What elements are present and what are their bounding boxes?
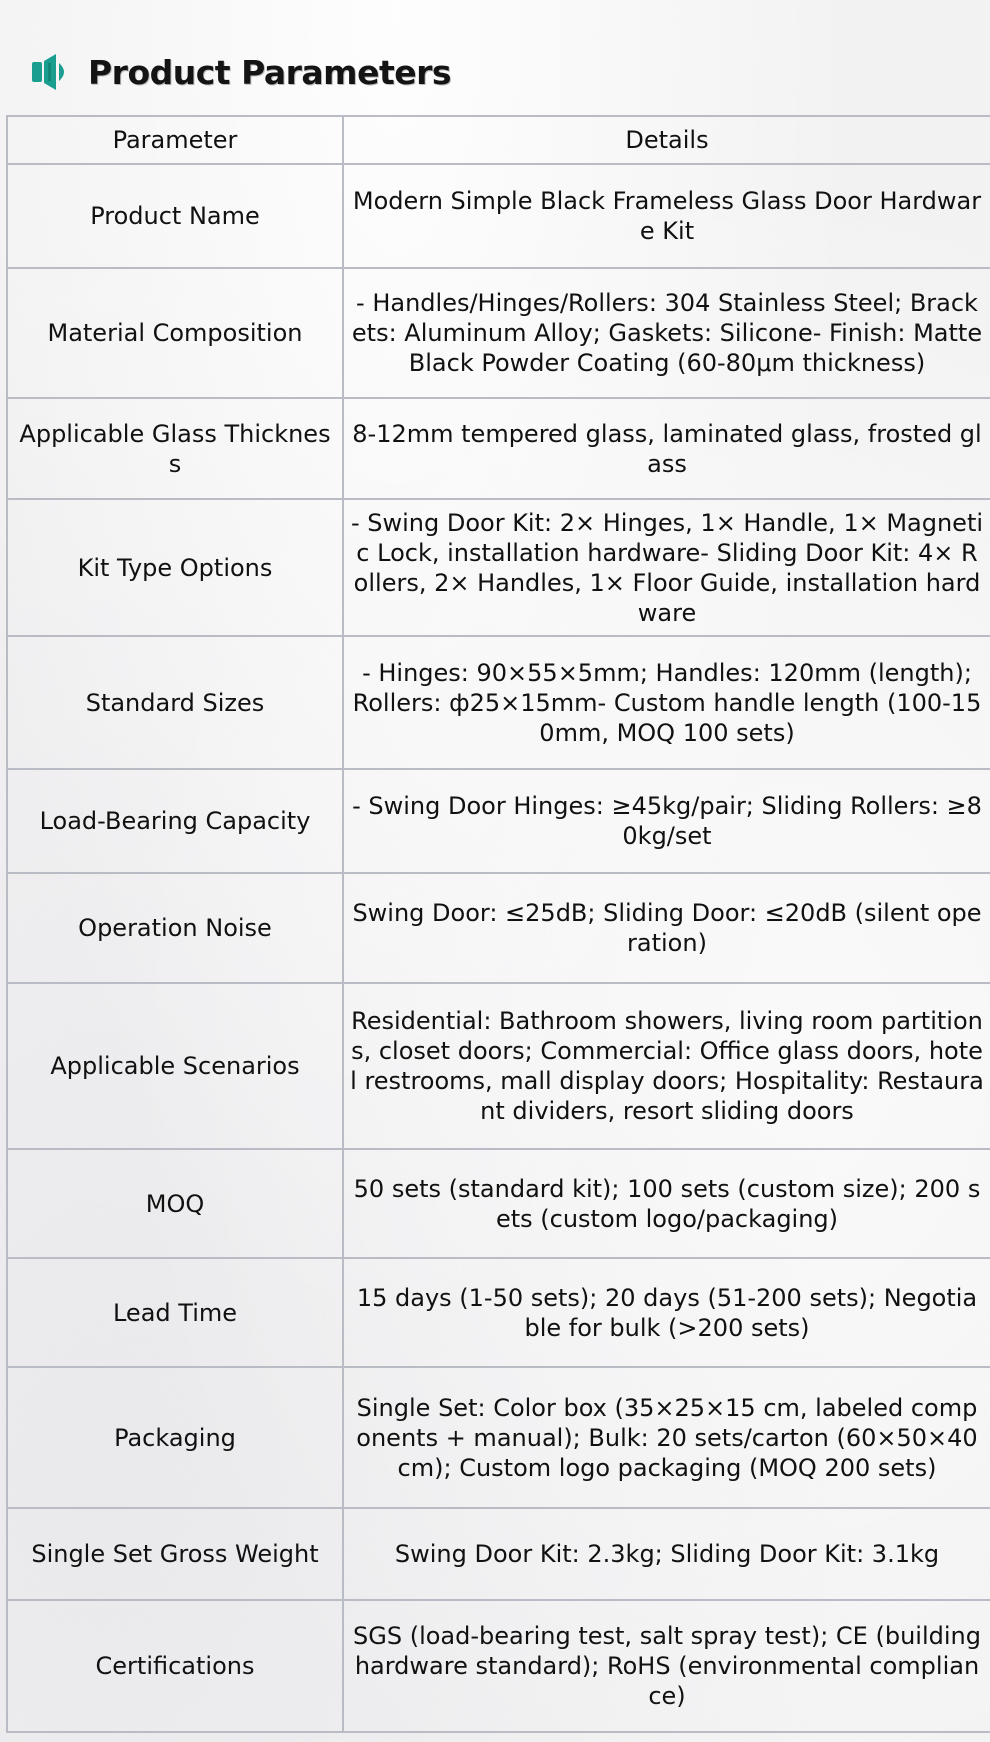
table-header-row — [7, 116, 990, 164]
details-cell: - Handles/Hinges/Rollers: 304 Stainless Steel; Brackets: Aluminum Alloy; Gaskets: Silicone- Finish: Matte Black Powder Coating (60-80μm thickness) — [343, 268, 990, 398]
column-header-details: Details — [343, 116, 990, 164]
param-cell: Material Composition — [7, 268, 343, 398]
details-cell: SGS (load-bearing test, salt spray test); CE (building hardware standard); RoHS (environmental compliance) — [343, 1600, 990, 1732]
details-cell: Swing Door Kit: 2.3kg; Sliding Door Kit: 3.1kg — [343, 1508, 990, 1600]
details-cell: - Swing Door Kit: 2× Hinges, 1× Handle, 1× Magnetic Lock, installation hardware- Sliding Door Kit: 4× Rollers, 2× Handles, 1× Floor Guide, installation hardware — [343, 499, 990, 636]
table-row — [7, 636, 990, 769]
page-title: Product Parameters — [88, 52, 452, 92]
table-row — [7, 1258, 990, 1367]
speaker-icon — [30, 51, 72, 93]
table-row — [7, 1149, 990, 1258]
param-cell: Lead Time — [7, 1258, 343, 1367]
param-cell: Certifications — [7, 1600, 343, 1732]
details-cell: 50 sets (standard kit); 100 sets (custom size); 200 sets (custom logo/packaging) — [343, 1149, 990, 1258]
table-row — [7, 769, 990, 873]
table-row — [7, 164, 990, 268]
table-row — [7, 1600, 990, 1732]
table-row — [7, 1508, 990, 1600]
details-cell: Swing Door: ≤25dB; Sliding Door: ≤20dB (silent operation) — [343, 873, 990, 983]
table-row — [7, 268, 990, 398]
param-cell: Applicable Glass Thickness — [7, 398, 343, 499]
section-header — [30, 50, 451, 94]
parameters-table — [6, 115, 990, 1733]
param-cell: Packaging — [7, 1367, 343, 1508]
param-cell: Product Name — [7, 164, 343, 268]
param-cell: Single Set Gross Weight — [7, 1508, 343, 1600]
column-header-parameter: Parameter — [7, 116, 343, 164]
details-cell: - Swing Door Hinges: ≥45kg/pair; Sliding Rollers: ≥80kg/set — [343, 769, 990, 873]
param-cell: MOQ — [7, 1149, 343, 1258]
param-cell: Operation Noise — [7, 873, 343, 983]
table-row — [7, 983, 990, 1149]
table-row — [7, 1367, 990, 1508]
details-cell: 15 days (1-50 sets); 20 days (51-200 sets); Negotiable for bulk (>200 sets) — [343, 1258, 990, 1367]
table-row — [7, 873, 990, 983]
details-cell: - Hinges: 90×55×5mm; Handles: 120mm (length); Rollers: ф25×15mm- Custom handle length (100-150mm, MOQ 100 sets) — [343, 636, 990, 769]
param-cell: Load-Bearing Capacity — [7, 769, 343, 873]
param-cell: Standard Sizes — [7, 636, 343, 769]
table-row — [7, 398, 990, 499]
details-cell: Residential: Bathroom showers, living room partitions, closet doors; Commercial: Office glass doors, hotel restrooms, mall display doors; Hospitality: Restaurant dividers, resort sliding doors — [343, 983, 990, 1149]
table-row — [7, 499, 990, 636]
param-cell: Kit Type Options — [7, 499, 343, 636]
details-cell: Single Set: Color box (35×25×15 cm, labeled components + manual); Bulk: 20 sets/carton (60×50×40 cm); Custom logo packaging (MOQ 200 sets) — [343, 1367, 990, 1508]
details-cell: Modern Simple Black Frameless Glass Door Hardware Kit — [343, 164, 990, 268]
details-cell: 8-12mm tempered glass, laminated glass, frosted glass — [343, 398, 990, 499]
param-cell: Applicable Scenarios — [7, 983, 343, 1149]
